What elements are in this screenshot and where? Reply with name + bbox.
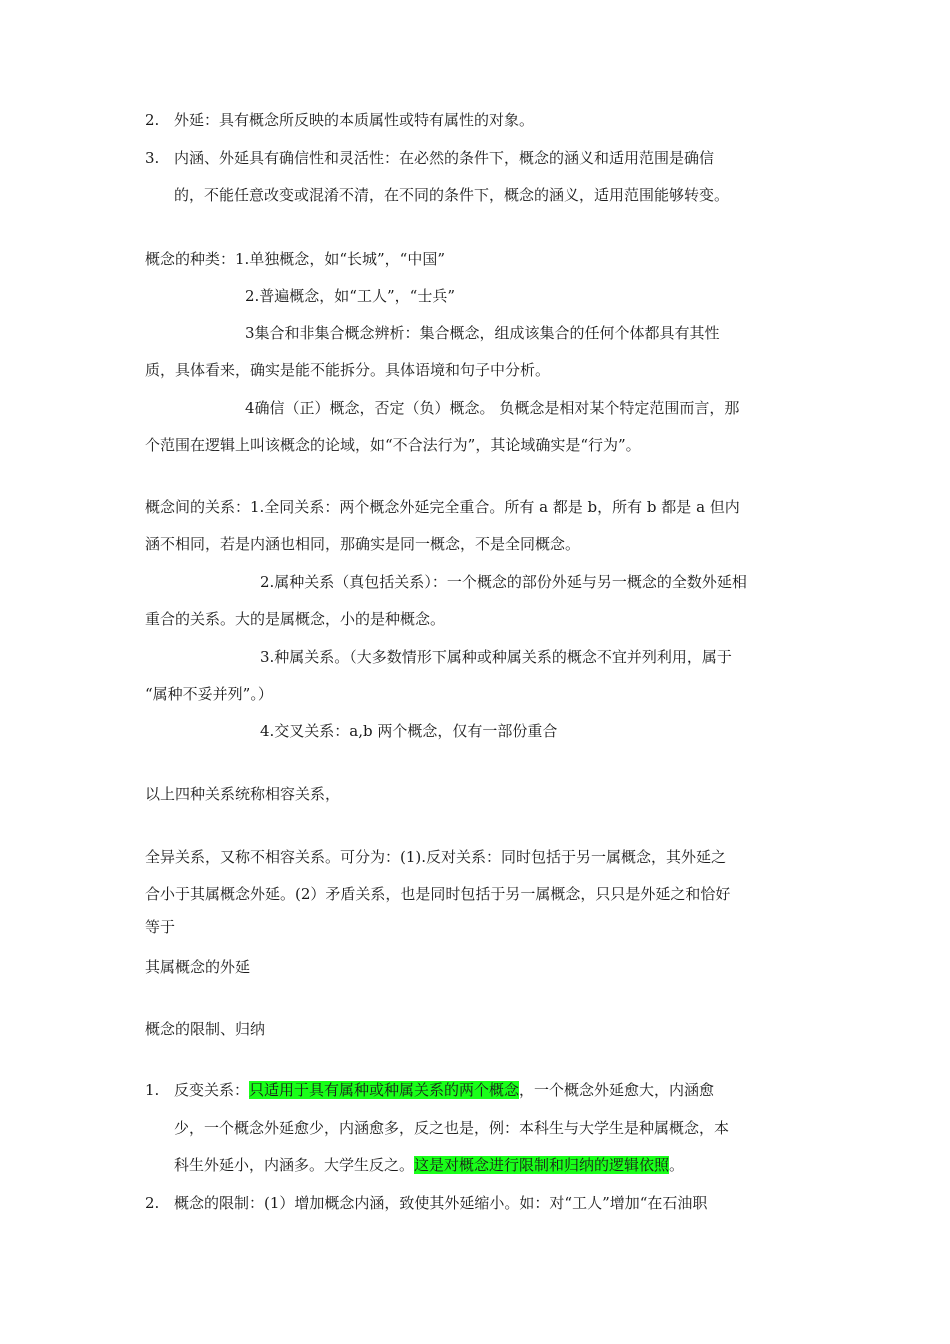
section-heading: 概念的限制、归纳 bbox=[145, 1020, 266, 1038]
text-run: ，一个概念外延愈大，内涵愈 bbox=[519, 1081, 715, 1099]
paragraph-line: 重合的关系。大的是属概念，小的是种概念。 bbox=[145, 610, 446, 628]
paragraph-line: 内涵、外延具有确信性和灵活性：在必然的条件下，概念的涵义和适用范围是确信 bbox=[174, 149, 715, 167]
text-run: 科生外延小，内涵多。大学生反之。 bbox=[174, 1156, 415, 1174]
list-number: 2. bbox=[145, 111, 160, 129]
paragraph-line bbox=[174, 1080, 714, 1100]
list-number: 3. bbox=[145, 149, 160, 167]
paragraph-line: 全异关系，又称不相容关系。可分为：(1).反对关系：同时包括于另一属概念，其外延之 bbox=[145, 848, 727, 866]
list-number: 2. bbox=[145, 1194, 160, 1212]
list-number: 1. bbox=[145, 1081, 160, 1099]
highlighted-text: 这是对概念进行限制和归纳的逻辑依照 bbox=[414, 1156, 670, 1174]
paragraph-line: “属种不妥并列”。） bbox=[145, 685, 273, 703]
paragraph-line: 其属概念的外延 bbox=[145, 958, 251, 976]
paragraph-line: 少，一个概念外延愈少，内涵愈多，反之也是，例：本科生与大学生是种属概念，本 bbox=[174, 1119, 730, 1137]
paragraph-line: 以上四种关系统称相容关系， bbox=[145, 785, 341, 803]
paragraph-line: 外延：具有概念所反映的本质属性或特有属性的对象。 bbox=[174, 111, 535, 129]
paragraph-line: 概念的限制：(1）增加概念内涵，致使其外延缩小。如：对“工人”增加“在石油职 bbox=[174, 1194, 708, 1212]
paragraph-line: 4.交叉关系：a,b 两个概念，仅有一部份重合 bbox=[260, 722, 558, 740]
paragraph-line: 3集合和非集合概念辨析：集合概念，组成该集合的任何个体都具有其性 bbox=[245, 324, 720, 342]
text-run: 反变关系： bbox=[174, 1081, 250, 1099]
paragraph-line: 3.种属关系。（大多数情形下属种或种属关系的概念不宜并列利用，属于 bbox=[260, 648, 732, 666]
paragraph-line: 概念间的关系：1.全同关系：两个概念外延完全重合。所有 a 都是 b，所有 b 都是 a 但内 bbox=[145, 498, 740, 516]
paragraph-line: 等于 bbox=[145, 918, 176, 936]
paragraph-line: 4确信（正）概念，否定（负）概念。 负概念是相对某个特定范围而言，那 bbox=[245, 399, 740, 417]
paragraph-line: 合小于其属概念外延。(2）矛盾关系，也是同时包括于另一属概念，只只是外延之和恰好 bbox=[145, 885, 731, 903]
paragraph-line: 个范围在逻辑上叫该概念的论域，如“不合法行为”，其论域确实是“行为”。 bbox=[145, 436, 641, 454]
highlighted-text: 只适用于具有属种或种属关系的两个概念 bbox=[249, 1081, 520, 1099]
paragraph-line: 2.属种关系（真包括关系）：一个概念的部份外延与另一概念的全数外延相 bbox=[260, 573, 747, 591]
paragraph-line: 涵不相同，若是内涵也相同，那确实是同一概念，不是全同概念。 bbox=[145, 535, 581, 553]
paragraph-line: 2.普遍概念，如“工人”，“士兵” bbox=[245, 287, 455, 305]
paragraph-line: 质，具体看来，确实是能不能拆分。具体语境和句子中分析。 bbox=[145, 361, 551, 379]
paragraph-line: 的，不能任意改变或混淆不清，在不同的条件下，概念的涵义，适用范围能够转变。 bbox=[174, 186, 730, 204]
paragraph-line bbox=[174, 1155, 684, 1175]
paragraph-line: 概念的种类：1.单独概念，如“长城”，“中国” bbox=[145, 250, 445, 268]
text-run: 。 bbox=[669, 1156, 685, 1174]
